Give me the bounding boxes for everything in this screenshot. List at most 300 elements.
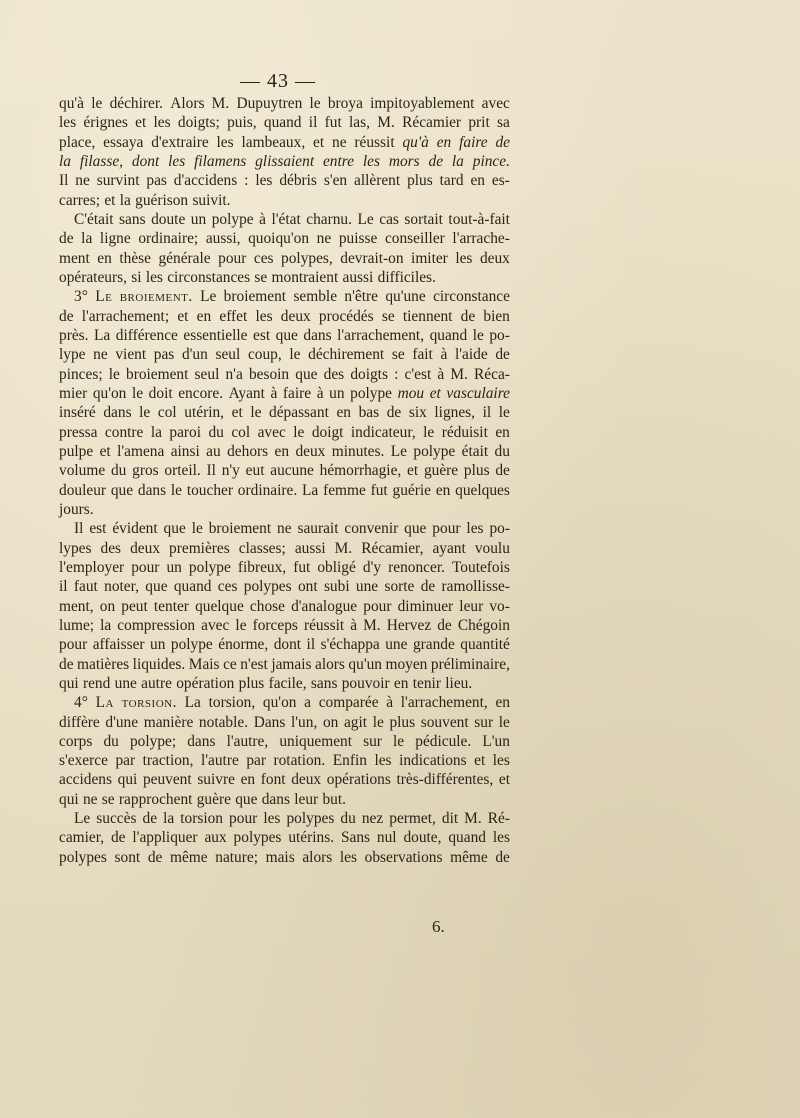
word: polype; [129, 732, 177, 750]
word: et [231, 404, 243, 422]
word: dans [261, 790, 290, 808]
word: de [59, 655, 74, 673]
word: une [355, 578, 379, 596]
word: a [304, 694, 312, 712]
word: charnu. [306, 210, 352, 228]
word: près. [59, 326, 89, 344]
text-line [59, 442, 510, 461]
word: pour [432, 520, 461, 538]
word: toucher [186, 481, 233, 499]
word: tout-à-fait [448, 210, 510, 228]
word: diminuer [397, 597, 454, 615]
text-line [59, 770, 510, 789]
word: de [495, 848, 510, 866]
word: et [498, 771, 510, 789]
word: la [163, 810, 175, 828]
word: le [498, 713, 510, 731]
word: bas [358, 404, 380, 422]
word: guère [196, 790, 231, 808]
word: guérie [392, 481, 431, 499]
word: M. [334, 539, 353, 557]
word: en [240, 771, 256, 789]
word: carres; [59, 191, 101, 209]
word: de [420, 578, 436, 596]
word: que [404, 520, 427, 538]
word: quelques [455, 481, 510, 499]
word: c'est [404, 365, 432, 383]
word: aucune [270, 462, 314, 480]
word: les [59, 114, 77, 132]
word: différence [115, 326, 178, 344]
word: les [168, 152, 186, 170]
word: Il [59, 172, 69, 190]
text-line [59, 809, 510, 828]
word: torsion [180, 810, 223, 828]
word: la [100, 616, 112, 634]
word: facile, [268, 674, 307, 692]
word: pour [131, 558, 160, 576]
word: qui [59, 674, 79, 692]
word: filamens [194, 152, 247, 170]
word: générale [158, 249, 211, 267]
word: quelque [195, 597, 244, 615]
word: en [336, 404, 351, 422]
word: L'un [482, 732, 510, 750]
word: d'une [105, 713, 139, 731]
word: ne [93, 346, 108, 364]
word: même [170, 848, 208, 866]
word: dans [103, 404, 132, 422]
text-line [59, 597, 510, 616]
word: La [302, 481, 319, 499]
word: polype [350, 384, 393, 402]
word: quand [429, 326, 468, 344]
word: affaisser [92, 636, 145, 654]
word: sont [114, 848, 141, 866]
word: fibreux, [237, 558, 287, 576]
word: suivit. [192, 191, 231, 209]
word: souvent [420, 713, 469, 731]
word: et [474, 752, 486, 770]
word: entre [322, 152, 355, 170]
word: seul [215, 346, 241, 364]
text-line [59, 461, 510, 480]
word: l'amena [117, 442, 165, 460]
text-line [59, 635, 510, 654]
word: succès [96, 810, 137, 828]
word: glissaient [255, 152, 315, 170]
word: les [362, 152, 380, 170]
word: mais [265, 848, 295, 866]
word: d'accidens [173, 172, 238, 190]
signature-mark: 6. [432, 917, 445, 936]
word: les [153, 114, 171, 132]
word: prit [468, 114, 490, 132]
word: eut [245, 462, 265, 480]
word: une [114, 674, 137, 692]
word: sorte [384, 578, 415, 596]
word: les [263, 810, 281, 828]
word: utérin, [184, 404, 225, 422]
word: qui [117, 771, 138, 789]
word: n'être [344, 288, 378, 306]
word: polypes [243, 578, 292, 596]
word: dit [441, 810, 459, 828]
word: plus [407, 172, 433, 190]
word: d'extraire [151, 133, 209, 151]
word: quand [448, 829, 486, 847]
word: place, [59, 133, 96, 151]
word: ordinaire; [138, 230, 199, 248]
word: les [492, 829, 510, 847]
word: mou [397, 384, 425, 402]
word: avec [481, 95, 510, 112]
word: ment, [59, 597, 94, 615]
word: polype [170, 636, 213, 654]
word: les [492, 752, 510, 770]
word: Ayant [228, 384, 265, 402]
word: voulu [474, 539, 510, 557]
word: plus [463, 462, 490, 480]
word: broiement [223, 288, 287, 306]
word: deux [130, 539, 161, 557]
word: doute, [403, 829, 442, 847]
word: à [440, 346, 448, 364]
word: deux [280, 307, 311, 325]
word: Le [200, 288, 217, 306]
word: énorme, [218, 636, 269, 654]
word: broiement [208, 520, 272, 538]
word: déchirer. [109, 95, 163, 112]
text-line [59, 307, 510, 326]
word: rend [82, 674, 111, 692]
word: qu'une [385, 288, 426, 306]
word: coup, [247, 346, 282, 364]
word: deux [295, 442, 326, 460]
word: il [308, 114, 318, 132]
word: les [339, 848, 358, 866]
word: sans [310, 674, 338, 692]
word: fut [324, 114, 342, 132]
word: ont [297, 578, 318, 596]
word: érignes [83, 114, 128, 132]
word: suivre [197, 771, 235, 789]
word: mors [388, 152, 420, 170]
word: déchirement [308, 346, 385, 364]
word: du [208, 423, 224, 441]
word: dehors [227, 442, 269, 460]
word: guère [423, 462, 459, 480]
word: minutes. [331, 442, 385, 460]
word: évident [112, 520, 158, 538]
word: n'a [225, 365, 243, 383]
word: se [101, 790, 115, 808]
word: et [177, 307, 189, 325]
word: dont [273, 636, 302, 654]
word: le [423, 423, 435, 441]
word: paroi [169, 423, 202, 441]
word: opérations [326, 771, 391, 789]
text-line [59, 210, 510, 229]
word: vient [115, 346, 147, 364]
word: permet, [389, 810, 436, 828]
word: en [97, 249, 112, 267]
word: Enfin [332, 752, 367, 770]
word: Il [74, 520, 84, 538]
word: réduisit [441, 423, 488, 441]
text-line [59, 249, 510, 268]
word: quand [173, 578, 212, 596]
word: Le [390, 442, 407, 460]
text-line [59, 171, 510, 190]
word: le [372, 713, 384, 731]
word: de [59, 230, 74, 248]
word: manière [143, 713, 194, 731]
word: douleur [59, 481, 107, 499]
word: Récamier, [361, 539, 424, 557]
text-line [59, 113, 510, 132]
text-line [59, 229, 510, 248]
word: réussit [354, 133, 395, 151]
text-line [59, 828, 510, 847]
word: sa [497, 114, 510, 132]
word: les [466, 520, 484, 538]
word: es- [491, 172, 510, 190]
word: vo- [489, 597, 510, 615]
word: et [313, 133, 325, 151]
text-line [59, 94, 510, 113]
word: M. [363, 616, 381, 634]
word: pour [59, 636, 88, 654]
word: en [436, 133, 452, 151]
word: broya [327, 95, 363, 112]
word: nul [376, 829, 397, 847]
word: doigts; [177, 114, 220, 132]
word: du [103, 732, 119, 750]
word: et [135, 114, 147, 132]
word: il [306, 636, 316, 654]
word: d'y [362, 558, 382, 576]
word: de [147, 848, 163, 866]
word: plus [238, 674, 265, 692]
word: à [437, 365, 445, 383]
text-line [59, 558, 510, 577]
word: classes; [238, 539, 286, 557]
word: l'arrache- [452, 230, 510, 248]
text-line [59, 287, 510, 306]
word: la [119, 191, 131, 209]
word: filasse, [79, 152, 124, 170]
word: thèse [119, 249, 151, 267]
word: doit [148, 384, 173, 402]
word: qu'à [402, 133, 429, 151]
word: d'un [181, 346, 208, 364]
word: de [495, 462, 510, 480]
word: essaya [103, 133, 144, 151]
word: ainsi [170, 442, 200, 460]
word: torsion. [121, 694, 177, 712]
word: de [495, 133, 510, 151]
word: contre [104, 423, 144, 441]
word: ne [332, 133, 347, 151]
word: nez [361, 810, 384, 828]
word: des [100, 539, 122, 557]
text-line [59, 693, 510, 712]
word: pour [363, 597, 392, 615]
word: comparée [318, 694, 379, 712]
word: pressa [59, 423, 98, 441]
word: la [451, 152, 464, 170]
word: alors [302, 848, 333, 866]
word: d'analogue [291, 597, 358, 615]
word: leur [294, 790, 319, 808]
word: M. [377, 114, 395, 132]
word: qu'on [262, 694, 297, 712]
word: matières [77, 655, 130, 673]
word: po- [489, 520, 510, 538]
word: par [246, 752, 266, 770]
word: M. [464, 810, 482, 828]
word: l'arrachement; [81, 307, 170, 325]
word: volume [59, 462, 106, 480]
word: tenir [412, 674, 441, 692]
word: pas [146, 172, 167, 190]
word: pas [153, 346, 175, 364]
word: qui [59, 790, 79, 808]
word: le [309, 95, 321, 112]
word: s'échappa [320, 636, 380, 654]
word: 4° [74, 694, 88, 712]
word: de [495, 346, 510, 364]
word: lypes [59, 539, 92, 557]
word: doute [151, 210, 186, 228]
word: pulpe [59, 442, 94, 460]
word: la [59, 152, 71, 170]
word: autre [141, 674, 172, 692]
word: ne [316, 230, 332, 248]
text-line [59, 423, 510, 442]
word: en [495, 694, 510, 712]
word: sur [363, 732, 382, 750]
word: dont [131, 152, 160, 170]
word: essentielle [183, 326, 248, 344]
word: à [386, 694, 394, 712]
word: n'est [240, 655, 268, 673]
word: l'autre [200, 752, 239, 770]
word: l'arrachement, [400, 694, 488, 712]
word: puisse [338, 230, 378, 248]
word: opérateurs, [59, 268, 127, 286]
word: les [216, 133, 234, 151]
word: torsion, [208, 694, 256, 712]
text-line [59, 539, 510, 558]
text-line [59, 365, 510, 384]
word: saurait [297, 520, 339, 538]
word: col [231, 423, 251, 441]
word: effet [219, 307, 248, 325]
word: dans [137, 481, 167, 499]
word: La [184, 694, 201, 712]
word: le [191, 520, 203, 538]
word: ne [82, 790, 98, 808]
word: de [460, 307, 476, 325]
word: difficiles. [377, 268, 436, 286]
word: jamais [271, 655, 312, 673]
word: seul [194, 365, 220, 383]
word: pour [218, 249, 247, 267]
word: faut [73, 578, 98, 596]
word: uniquement [279, 732, 352, 750]
word: on [99, 597, 116, 615]
word: Alors [170, 95, 205, 112]
word: orteil. [164, 462, 201, 480]
word: : [244, 172, 249, 190]
word: semble [293, 288, 338, 306]
word: puis, [227, 114, 257, 132]
word: à [270, 384, 278, 402]
word: et [99, 442, 111, 460]
word: ne [75, 172, 90, 190]
word: Le [74, 810, 91, 828]
word: tenter [153, 597, 189, 615]
word: avec [257, 423, 286, 441]
word: est [89, 520, 107, 538]
word: lieu. [445, 674, 473, 692]
word: Hervez [386, 616, 432, 634]
word: s'en [323, 172, 348, 190]
word: but. [322, 790, 346, 808]
word: de [59, 307, 74, 325]
word: ne [277, 520, 292, 538]
word: indications [399, 752, 467, 770]
word: les [255, 172, 273, 190]
word: sortait [404, 210, 443, 228]
word: Récamier [402, 114, 462, 132]
word: le [131, 384, 144, 402]
word: les [374, 752, 392, 770]
word: que [295, 365, 318, 383]
word: po- [489, 326, 510, 344]
text-line [59, 751, 510, 770]
word: observations [364, 848, 443, 866]
word: allèrent [354, 172, 401, 190]
word: las, [349, 114, 370, 132]
word: l'état [271, 210, 301, 228]
word: qu'on [92, 384, 127, 402]
word: chose [249, 597, 285, 615]
word: ce [223, 655, 237, 673]
word: alors [315, 655, 345, 673]
word: de [437, 616, 452, 634]
word: doigts [350, 365, 388, 383]
word: quand [263, 114, 302, 132]
word: polypes [233, 829, 282, 847]
word: conseiller [384, 230, 445, 248]
word: polypes [59, 848, 107, 866]
word: à [316, 384, 324, 402]
word: du [494, 442, 510, 460]
word: encore. [178, 384, 224, 402]
text-line [59, 655, 510, 674]
word: peut [121, 597, 148, 615]
text-line [59, 191, 510, 210]
word: polype [211, 210, 254, 228]
word: le [108, 365, 120, 383]
word: aussi [294, 539, 326, 557]
word: l'aide [455, 346, 488, 364]
word: le [91, 95, 103, 112]
word: traction, [142, 752, 194, 770]
